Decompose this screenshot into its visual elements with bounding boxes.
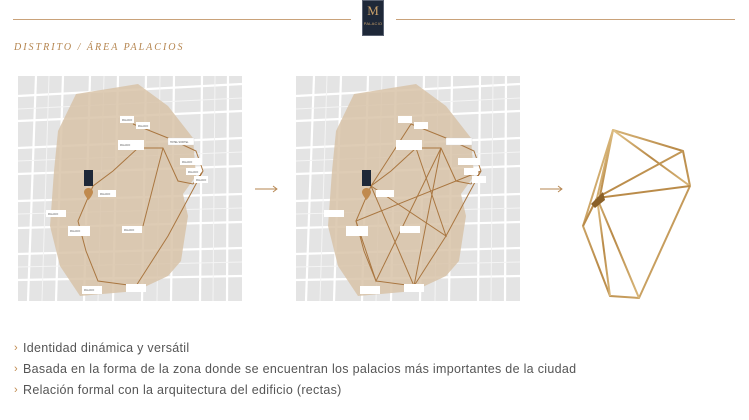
geometric-identity-shape	[575, 126, 700, 304]
zone-map-route	[18, 76, 242, 301]
bullet-marker: ›	[14, 363, 18, 375]
palace-zone	[50, 84, 199, 296]
list-item-text: Relación formal con la arquitectura del edificio (rectas)	[23, 383, 342, 397]
brand-logo	[362, 0, 384, 36]
map-label: PALACIO	[84, 289, 95, 292]
arrow-right-icon	[540, 185, 564, 193]
map-label: PALACIO	[100, 193, 111, 196]
list-item-text: Identidad dinámica y versátil	[23, 341, 190, 355]
zone-map-connections	[296, 76, 520, 301]
feature-list	[14, 338, 576, 401]
list-item-text: Basada en la forma de la zona donde se encuentran los palacios más importantes de la ciudad	[23, 362, 577, 376]
bullet-marker: ›	[14, 342, 18, 354]
map-label: HOTEL SOFITEL	[170, 141, 189, 144]
palace-zone	[328, 84, 474, 296]
list-item	[14, 359, 576, 380]
map-label: PALACIO	[48, 213, 59, 216]
map-label: PALACIO	[182, 161, 193, 164]
map-label: PALACIO	[120, 144, 131, 147]
map-label: PALACIO	[124, 229, 135, 232]
list-item	[14, 338, 576, 359]
logo-brand: PALACIO	[363, 21, 383, 26]
section-title: DISTRITO / ÁREA PALACIOS	[14, 42, 185, 53]
building-marker	[362, 170, 371, 186]
bullet-marker: ›	[14, 384, 18, 396]
header-rule-left	[13, 19, 351, 20]
map-label: PALACIO	[188, 171, 199, 174]
arrow-right-icon	[255, 185, 279, 193]
map-label: PALACIO	[196, 179, 207, 182]
map-label: PALACIO	[138, 125, 149, 128]
header-rule-right	[396, 19, 735, 20]
map-label: PALACIO	[70, 230, 81, 233]
list-item	[14, 380, 576, 401]
logo-monogram: M	[367, 3, 379, 18]
building-marker	[84, 170, 93, 186]
map-label: PALACIO	[122, 119, 133, 122]
